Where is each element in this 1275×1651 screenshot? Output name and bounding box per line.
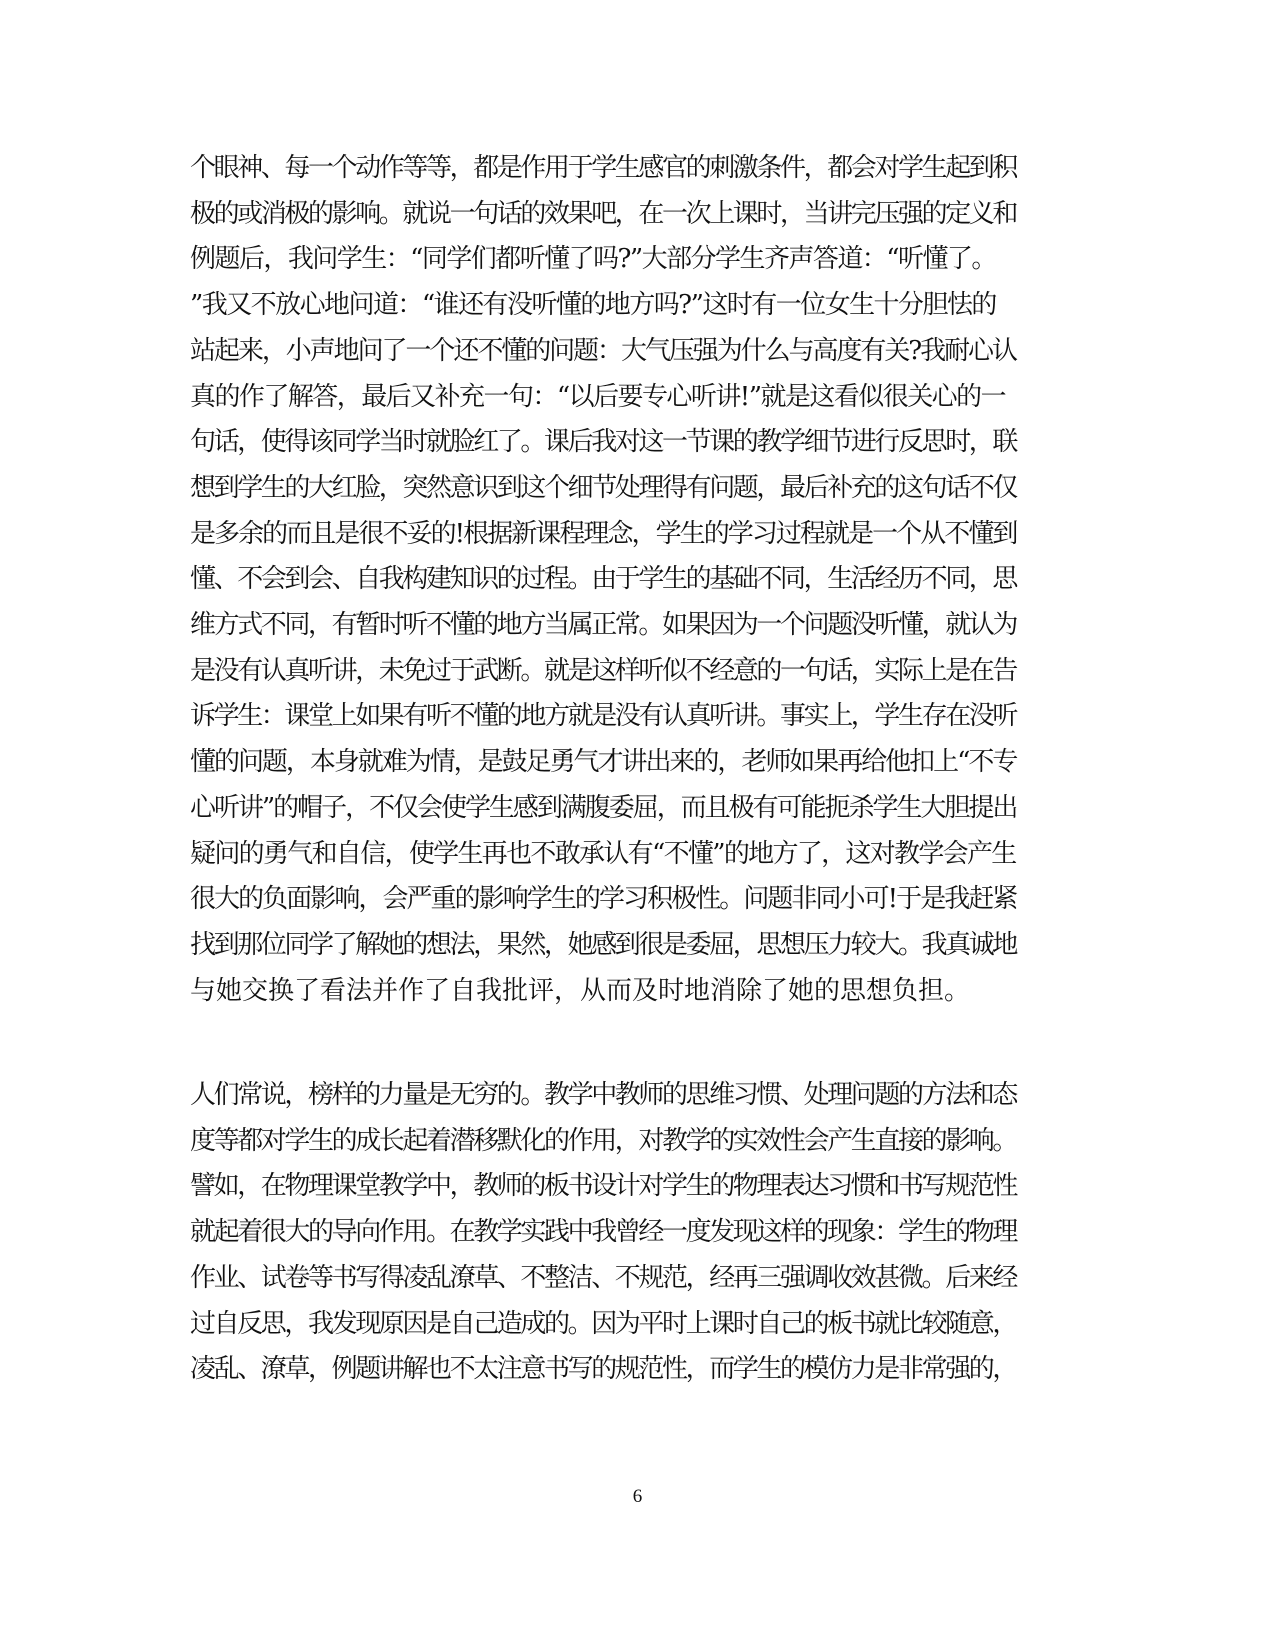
- text-line: 句话，使得该同学当时就脸红了。课后我对这一节课的教学细节进行反思时，联: [190, 427, 1017, 458]
- text-line: 作业、试卷等书写得凌乱潦草、不整洁、不规范，经再三强调收效甚微。后来经: [190, 1262, 1017, 1293]
- text-line: 真的作了解答，最后又补充一句：“以后要专心听讲!”就是这看似很关心的一: [190, 381, 1006, 412]
- text-line: ”我又不放心地问道：“谁还有没听懂的地方吗?”这时有一位女生十分胆怯的: [190, 290, 996, 321]
- text-line: 想到学生的大红脸，突然意识到这个细节处理得有问题，最后补充的这句话不仅: [190, 472, 1017, 503]
- text-line: 度等都对学生的成长起着潜移默化的作用，对教学的实效性会产生直接的影响。: [190, 1125, 1017, 1156]
- text-line: 站起来，小声地问了一个还不懂的问题：大气压强为什么与高度有关?我耐心认: [190, 335, 1016, 366]
- text-line: 找到那位同学了解她的想法，果然，她感到很是委屈，思想压力较大。我真诚地: [190, 929, 1017, 960]
- text-line: 就起着很大的导向作用。在教学实践中我曾经一度发现这样的现象：学生的物理: [190, 1217, 1017, 1248]
- text-line: 诉学生：课堂上如果有听不懂的地方就是没有认真听讲。事实上，学生存在没听: [190, 701, 1017, 732]
- text-line: 懂、不会到会、自我构建知识的过程。由于学生的基础不同，生活经历不同，思: [190, 564, 1017, 595]
- text-line: 很大的负面影响，会严重的影响学生的学习积极性。问题非同小可!于是我赶紧: [190, 884, 1017, 915]
- text-line: 过自反思，我发现原因是自己造成的。因为平时上课时自己的板书就比较随意，: [190, 1308, 1017, 1339]
- text-line: 凌乱、潦草，例题讲解也不太注意书写的规范性，而学生的模仿力是非常强的，: [190, 1354, 1017, 1385]
- text-line: 疑问的勇气和自信，使学生再也不敢承认有“不懂”的地方了，这对教学会产生: [190, 838, 1016, 869]
- text-line: 维方式不同，有暂时听不懂的地方当属正常。如果因为一个问题没听懂，就认为: [190, 610, 1017, 640]
- text-line: 心听讲”的帽子，不仅会使学生感到满腹委屈，而且极有可能扼杀学生大胆提出: [190, 792, 1017, 823]
- text-line: 极的或消极的影响。就说一句话的效果吧，在一次上课时，当讲完压强的定义和: [190, 198, 1017, 229]
- text-line: 是没有认真听讲，未免过于武断。就是这样听似不经意的一句话，实际上是在告: [190, 655, 1017, 686]
- text-line: 例题后，我问学生：“同学们都听懂了吗?”大部分学生齐声答道：“听懂了。: [190, 244, 996, 275]
- text-line: 是多余的而且是很不妥的!根据新课程理念，学生的学习过程就是一个从不懂到: [190, 518, 1017, 549]
- text-line: 个眼神、每一个动作等等，都是作用于学生感官的刺激条件，都会对学生起到积: [190, 153, 1017, 183]
- text-line: 与她交换了看法并作了自我批评，从而及时地消除了她的思想负担。: [190, 975, 971, 1006]
- text-line: 懂的问题，本身就难为情，是鼓足勇气才讲出来的，老师如果再给他扣上“不专: [190, 747, 1017, 778]
- text-line: 譬如，在物理课堂教学中，教师的板书设计对学生的物理表达习惯和书写规范性: [190, 1171, 1017, 1202]
- page-number: 6: [632, 1486, 643, 1507]
- text-line: 人们常说，榜样的力量是无穷的。教学中教师的思维习惯、处理问题的方法和态: [190, 1080, 1017, 1110]
